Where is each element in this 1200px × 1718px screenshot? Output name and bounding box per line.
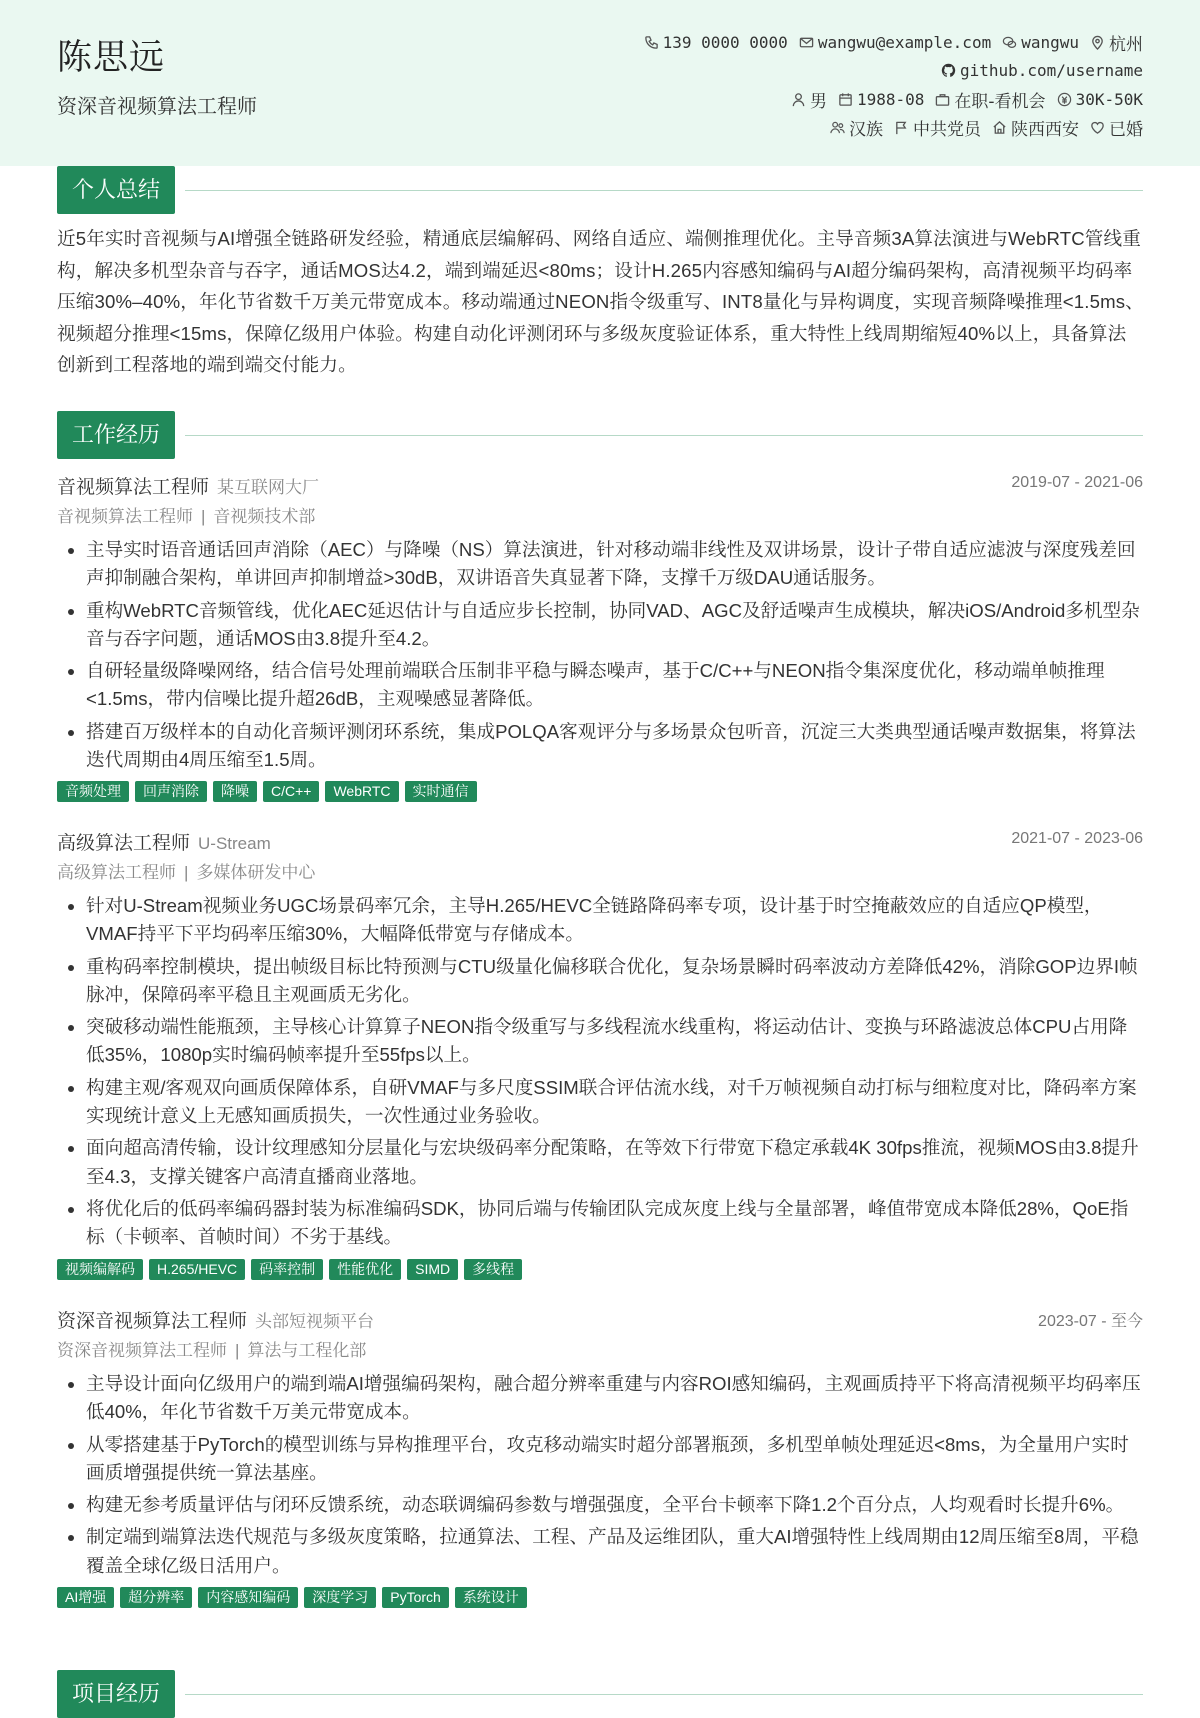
section-divider [185,1694,1143,1695]
contact-ethnicity: 汉族 [830,115,883,140]
skill-tags [57,1587,1143,1608]
skill-tag: C/C++ [263,781,319,802]
briefcase-icon [935,92,950,107]
list-item: • 将优化后的低码率编码器封装为标准编码SDK，协同后端与传输团队完成灰度上线与全量部署，峰值带宽成本降低28%，QoE指标（卡顿率、首帧时间）不劣于基线。 [86,1195,1143,1252]
job-bullets [57,892,1143,1252]
skill-tag: H.265/HEVC [149,1259,245,1280]
job-date: 2021-07 - 2023-06 [1011,830,1143,847]
job-company: U-Stream [198,834,271,853]
section-projects-header [57,1670,1143,1718]
skill-tag: 降噪 [213,781,257,802]
skill-tag: 多线程 [464,1259,522,1280]
job-role: 资深音视频算法工程师 [57,1311,248,1332]
calendar-icon [838,92,853,107]
skill-tag: PyTorch [382,1587,449,1608]
skill-tag: 音频处理 [57,781,129,802]
job-position: 高级算法工程师 [57,863,176,882]
skill-tag: 内容感知编码 [198,1587,298,1608]
mail-icon [799,35,814,50]
job-dept: 算法与工程化部 [247,1341,367,1360]
phone-icon [644,35,659,50]
section-divider [185,435,1143,436]
list-item: • 自研轻量级降噪网络，结合信号处理前端联合压制非平稳与瞬态噪声，基于C/C++与NEON指令集深度优化，移动端单帧推理<1.5ms，带内信噪比提升超26dB，主观噪感显著降低。 [86,657,1143,714]
separator: | [184,863,189,882]
job-company: 头部短视频平台 [255,1312,375,1331]
skill-tag: 超分辨率 [120,1587,192,1608]
section-title: 个人总结 [57,166,175,214]
skill-tags [57,781,1143,802]
skill-tag: 视频编解码 [57,1259,143,1280]
contact-gender: 男 [791,87,827,112]
job-entry [57,828,1143,1280]
job-company: 某互联网大厂 [217,478,320,497]
list-item: • 主导实时语音通话回声消除（AEC）与降噪（NS）算法演进，针对移动端非线性及双讲场景，设计子带自适应滤波与深度残差回声抑制融合架构，单讲回声抑制增益>30dB，双讲语音失真显著下降，支撑千万级DAU通话服务。 [86,536,1143,593]
job-bullets [57,1370,1143,1580]
section-title: 项目经历 [57,1670,175,1718]
skill-tag: WebRTC [325,781,398,802]
skill-tag: AI增强 [57,1587,114,1608]
list-item: • 主导设计面向亿级用户的端到端AI增强编码架构，融合超分辨率重建与内容ROI感知编码，主观画质持平下将高清视频平均码率压低40%，年化节省数千万美元带宽成本。 [86,1370,1143,1427]
list-item: • 构建无参考质量评估与闭环反馈系统，动态联调编码参数与增强强度，全平台卡顿率下降1.2个百分点，人均观看时长提升6%。 [86,1491,1143,1519]
contact-city: 杭州 [1090,30,1143,55]
job-role: 高级算法工程师 [57,833,191,854]
section-summary-header [57,166,1143,214]
skill-tags [57,1259,1143,1280]
skill-tag: 实时通信 [405,781,477,802]
users-icon [830,120,845,135]
summary-text: 近5年实时音视频与AI增强全链路研发经验，精通底层编解码、网络自适应、端侧推理优化。主导音频3A算法演进与WebRTC管线重构，解决多机型杂音与吞字，通话MOS达4.2，端到端延迟<80ms；设计H.265内容感知编码与AI超分编码架构，高清视频平均码率压缩30%–40%，年化节省数千万美元带宽成本。移动端通过NEON指令级重写、INT8量化与异构调度，实现音频降噪推理<1.5ms、视频超分推理<15ms，保障亿级用户体验。构建自动化评测闭环与多级灰度验证体系，重大特性上线周期缩短40%以上，具备算法创新到工程落地的端到端交付能力。 [57,228,1144,376]
job-entry [57,1306,1143,1608]
resume-header [0,0,1200,166]
contact-info [423,28,1143,142]
contact-hometown: 陕西西安 [992,115,1079,140]
list-item: • 突破移动端性能瓶颈，主导核心计算算子NEON指令级重写与多线程流水线重构，将运动估计、变换与环路滤波总体CPU占用降低35%，1080p实时编码帧率提升至55fps以上。 [86,1013,1143,1070]
contact-political: 中共党员 [894,115,981,140]
contact-salary: 30K-50K [1057,90,1143,109]
list-item: • 搭建百万级样本的自动化音频评测闭环系统，集成POLQA客观评分与多场景众包听音，沉淀三大类典型通话噪声数据集，将算法迭代周期由4周压缩至1.5周。 [86,718,1143,775]
job-bullets [57,536,1143,774]
skill-tag: 深度学习 [304,1587,376,1608]
contact-wechat[interactable]: wangwu [1002,33,1079,52]
home-icon [992,120,1007,135]
heart-icon [1090,120,1105,135]
list-item: • 重构WebRTC音频管线，优化AEC延迟估计与自适应步长控制，协同VAD、AGC及舒适噪声生成模块，解决iOS/Android多机型杂音与吞字问题，通话MOS由3.8提升至4.2。 [86,597,1143,654]
skill-tag: 性能优化 [329,1259,401,1280]
job-dept: 音视频技术部 [213,507,316,526]
job-date: 2023-07 - 至今 [1038,1313,1143,1330]
candidate-name: 陈思远 [57,38,166,77]
flag-icon [894,120,909,135]
section-title: 工作经历 [57,411,175,459]
github-icon [941,63,956,78]
job-date: 2019-07 - 2021-06 [1011,474,1143,491]
skill-tag: SIMD [407,1259,458,1280]
job-position: 资深音视频算法工程师 [57,1341,227,1360]
contact-phone[interactable]: 139 0000 0000 [644,33,788,52]
separator: | [235,1341,240,1360]
job-position: 音视频算法工程师 [57,507,193,526]
list-item: • 面向超高清传输，设计纹理感知分层量化与宏块级码率分配策略，在等效下行带宽下稳定承载4K 30fps推流，视频MOS由3.8提升至4.3，支撑关键客户高清直播商业落地。 [86,1134,1143,1191]
list-item: • 构建主观/客观双向画质保障体系，自研VMAF与多尺度SSIM联合评估流水线，对千万帧视频自动打标与细粒度对比，降码率方案实现统计意义上无感知画质损失，一次性通过业务验收。 [86,1074,1143,1131]
job-role: 音视频算法工程师 [57,477,210,498]
list-item: • 重构码率控制模块，提出帧级目标比特预测与CTU级量化偏移联合优化，复杂场景瞬时码率波动方差降低42%，消除GOP边界I帧脉冲，保障码率平稳且主观画质无劣化。 [86,953,1143,1010]
list-item: • 针对U-Stream视频业务UGC场景码率冗余，主导H.265/HEVC全链路降码率专项，设计基于时空掩蔽效应的自适应QP模型，VMAF持平下平均码率压缩30%，大幅降低带宽与存储成本。 [86,892,1143,949]
skill-tag: 码率控制 [251,1259,323,1280]
contact-github[interactable]: github.com/username [941,61,1143,80]
separator: | [201,507,206,526]
job-entry [57,472,1143,802]
contact-status: 在职-看机会 [935,87,1045,112]
money-icon [1057,92,1072,107]
contact-email[interactable]: wangwu@example.com [799,33,991,52]
candidate-title: 资深音视频算法工程师 [57,96,257,118]
job-dept: 多媒体研发中心 [196,863,316,882]
skill-tag: 回声消除 [135,781,207,802]
section-divider [185,190,1143,191]
contact-marital: 已婚 [1090,115,1143,140]
contact-birth: 1988-08 [838,90,924,109]
list-item: • 制定端到端算法迭代规范与多级灰度策略，拉通算法、工程、产品及运维团队，重大AI增强特性上线周期由12周压缩至8周，平稳覆盖全球亿级日活用户。 [86,1523,1143,1580]
list-item: • 从零搭建基于PyTorch的模型训练与异构推理平台，攻克移动端实时超分部署瓶颈，多机型单帧处理延迟<8ms，为全量用户实时画质增强提供统一算法基座。 [86,1431,1143,1488]
wechat-icon [1002,35,1017,50]
skill-tag: 系统设计 [455,1587,527,1608]
user-icon [791,92,806,107]
location-icon [1090,35,1105,50]
section-work-header [57,411,1143,459]
